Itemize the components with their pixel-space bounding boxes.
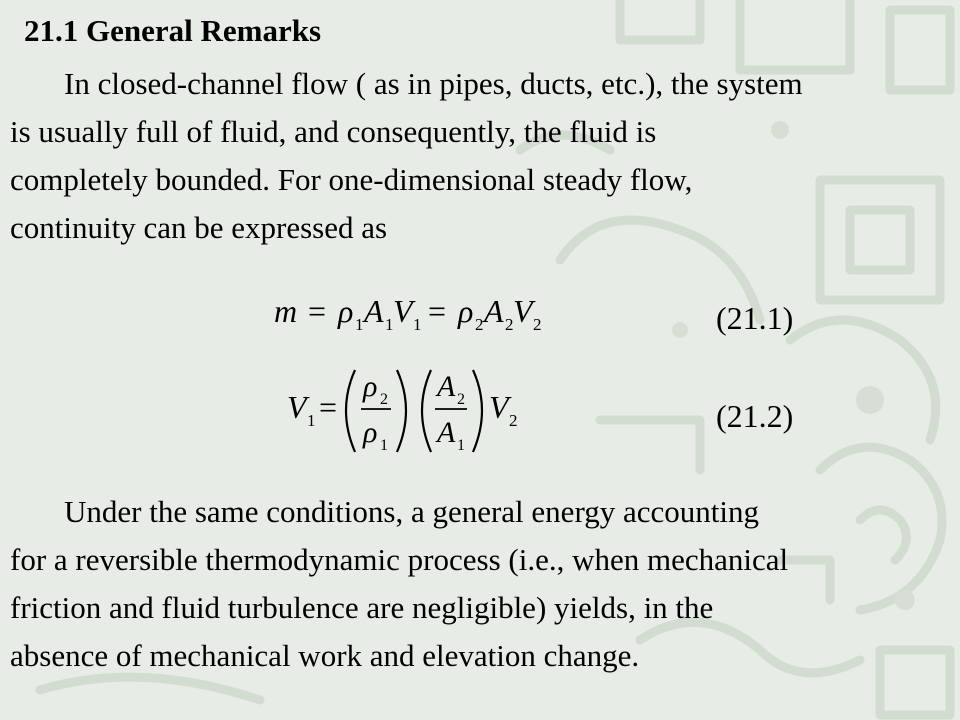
svg-text:m: m xyxy=(274,293,298,329)
svg-text:ρ: ρ xyxy=(338,293,354,329)
paragraph-line: for a reversible thermodynamic process (i.e., when mechanical xyxy=(10,542,789,577)
svg-text:V: V xyxy=(393,293,413,329)
svg-text:1: 1 xyxy=(457,437,465,454)
svg-text:2: 2 xyxy=(457,391,465,408)
paragraph-energy xyxy=(10,488,950,680)
svg-text:A: A xyxy=(484,293,504,329)
paragraph-line: is usually full of fluid, and consequently, the fluid is xyxy=(10,114,657,149)
svg-text:A: A xyxy=(364,293,384,329)
svg-text:ρ: ρ xyxy=(363,416,378,449)
svg-text:V: V xyxy=(287,389,307,425)
equation-velocity xyxy=(285,360,525,460)
svg-text:1: 1 xyxy=(355,315,364,334)
paragraph-line: Under the same conditions, a general energy accounting xyxy=(64,494,759,529)
svg-text:ρ: ρ xyxy=(363,370,378,403)
svg-text:=: = xyxy=(319,389,338,425)
equation-number: (21.2) xyxy=(716,398,794,434)
svg-text:2: 2 xyxy=(380,391,388,408)
section-title: 21.1 General Remarks xyxy=(24,13,322,48)
svg-text:1: 1 xyxy=(307,411,316,430)
paragraph-intro xyxy=(10,60,950,252)
svg-text:1: 1 xyxy=(385,315,394,334)
svg-text:=: = xyxy=(428,293,447,329)
equation-continuity xyxy=(272,286,562,336)
svg-text:1: 1 xyxy=(413,315,422,334)
paragraph-line: absence of mechanical work and elevation change. xyxy=(10,638,640,673)
paragraph-line: continuity can be expressed as xyxy=(10,210,388,245)
svg-text:A: A xyxy=(437,370,456,403)
svg-text:V: V xyxy=(489,389,509,425)
svg-text:2: 2 xyxy=(509,411,518,430)
svg-text:2: 2 xyxy=(533,315,542,334)
paragraph-line: completely bounded. For one-dimensional steady flow, xyxy=(10,162,693,197)
paragraph-line: In closed-channel flow ( as in pipes, ducts, etc.), the system xyxy=(64,66,803,101)
svg-text:ρ: ρ xyxy=(458,293,474,329)
svg-text:V: V xyxy=(513,293,533,329)
svg-text:1: 1 xyxy=(380,437,388,454)
equation-number: (21.1) xyxy=(716,300,794,336)
svg-text:2: 2 xyxy=(505,315,514,334)
svg-text:A: A xyxy=(437,416,456,449)
svg-text:=: = xyxy=(308,293,327,329)
paragraph-line: friction and fluid turbulence are negligible) yields, in the xyxy=(10,590,714,625)
svg-text:2: 2 xyxy=(475,315,484,334)
